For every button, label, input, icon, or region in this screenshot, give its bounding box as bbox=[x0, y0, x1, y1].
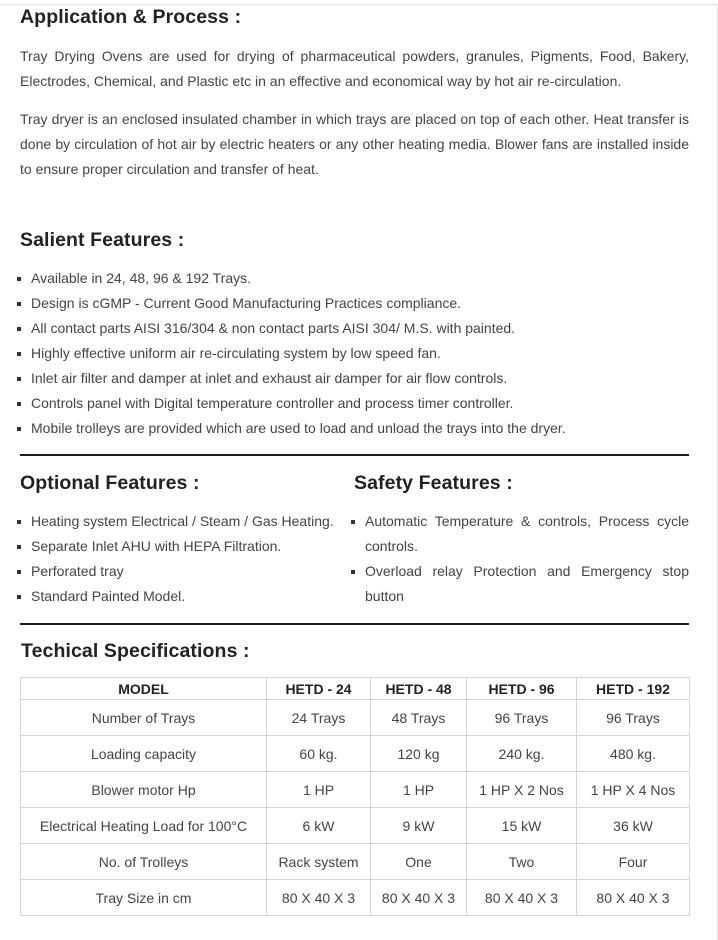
table-row bbox=[21, 844, 690, 880]
bullet-icon bbox=[17, 327, 21, 331]
table-cell: 80 X 40 X 3 bbox=[371, 880, 467, 916]
bullet-icon bbox=[17, 545, 21, 549]
safety-features-list bbox=[354, 509, 689, 609]
list-item: Standard Painted Model. bbox=[20, 584, 354, 609]
list-item: Separate Inlet AHU with HEPA Filtration. bbox=[20, 534, 354, 559]
table-row bbox=[21, 880, 690, 916]
table-row bbox=[21, 700, 690, 736]
main-content bbox=[20, 0, 689, 916]
table-cell: 80 X 40 X 3 bbox=[467, 880, 577, 916]
list-item: Available in 24, 48, 96 & 192 Trays. bbox=[20, 266, 689, 291]
table-cell: Loading capacity bbox=[21, 736, 267, 772]
column-header: HETD - 192 bbox=[577, 678, 690, 700]
table-cell: 48 Trays bbox=[371, 700, 467, 736]
table-cell: 60 kg. bbox=[267, 736, 371, 772]
bullet-icon bbox=[17, 302, 21, 306]
specs-heading: Techical Specifications : bbox=[21, 640, 250, 662]
list-item: Highly effective uniform air re-circulating system by low speed fan. bbox=[20, 341, 689, 366]
specifications-table bbox=[20, 677, 690, 916]
list-item: Perforated tray bbox=[20, 559, 354, 584]
safety-heading: Safety Features : bbox=[354, 472, 513, 494]
bullet-icon bbox=[17, 377, 21, 381]
table-cell: Two bbox=[467, 844, 577, 880]
list-item: Mobile trolleys are provided which are used to load and unload the trays into the dryer. bbox=[20, 416, 689, 441]
table-cell: 24 Trays bbox=[267, 700, 371, 736]
table-cell: Electrical Heating Load for 100°C bbox=[21, 808, 267, 844]
application-paragraph-1: Tray Drying Ovens are used for drying of pharmaceutical powders, granules, Pigments, Food, Bakery, Electrodes, Chemical, and Plastic etc in an effective and economical way by hot air re-circulation. bbox=[20, 48, 689, 89]
table-cell: 1 HP X 2 Nos bbox=[467, 772, 577, 808]
list-item: Heating system Electrical / Steam / Gas Heating. bbox=[20, 509, 354, 534]
optional-heading: Optional Features : bbox=[20, 472, 200, 494]
bullet-icon bbox=[17, 277, 21, 281]
section-divider bbox=[20, 623, 689, 625]
bullet-icon bbox=[17, 595, 21, 599]
section-divider bbox=[20, 454, 689, 456]
table-cell: 80 X 40 X 3 bbox=[267, 880, 371, 916]
bullet-icon bbox=[17, 570, 21, 574]
table-cell: No. of Trolleys bbox=[21, 844, 267, 880]
table-cell: 36 kW bbox=[577, 808, 690, 844]
table-cell: 240 kg. bbox=[467, 736, 577, 772]
table-cell: 96 Trays bbox=[467, 700, 577, 736]
table-cell: Blower motor Hp bbox=[21, 772, 267, 808]
bullet-icon bbox=[351, 520, 355, 524]
table-cell: Number of Trays bbox=[21, 700, 267, 736]
application-paragraph-2: Tray dryer is an enclosed insulated chamber in which trays are placed on top of each other. Heat transfer is done by circulation of hot air by electric heaters or any other heating media. Blower fans are installed inside to ensure proper circulation and transfer of heat. bbox=[20, 111, 689, 177]
table-row bbox=[21, 772, 690, 808]
salient-features-list bbox=[20, 266, 689, 441]
optional-features-list bbox=[20, 509, 354, 609]
table-cell: Rack system bbox=[267, 844, 371, 880]
bullet-icon bbox=[17, 427, 21, 431]
column-header: HETD - 96 bbox=[467, 678, 577, 700]
list-item: Overload relay Protection and Emergency stop button bbox=[354, 559, 689, 609]
table-cell: One bbox=[371, 844, 467, 880]
table-cell: 1 HP X 4 Nos bbox=[577, 772, 690, 808]
table-cell: 1 HP bbox=[371, 772, 467, 808]
list-item: Inlet air filter and damper at inlet and exhaust air damper for air flow controls. bbox=[20, 366, 689, 391]
bullet-icon bbox=[17, 352, 21, 356]
bullet-icon bbox=[351, 570, 355, 574]
features-columns bbox=[20, 472, 689, 609]
table-row bbox=[21, 736, 690, 772]
table-cell: 9 kW bbox=[371, 808, 467, 844]
table-cell: Four bbox=[577, 844, 690, 880]
salient-heading: Salient Features : bbox=[20, 229, 185, 251]
column-header: HETD - 24 bbox=[267, 678, 371, 700]
list-item: Design is cGMP - Current Good Manufacturing Practices compliance. bbox=[20, 291, 689, 316]
optional-features-column bbox=[20, 472, 354, 609]
table-cell: 6 kW bbox=[267, 808, 371, 844]
safety-features-column bbox=[354, 472, 689, 609]
table-cell: 480 kg. bbox=[577, 736, 690, 772]
table-cell: 96 Trays bbox=[577, 700, 690, 736]
list-item: All contact parts AISI 316/304 & non contact parts AISI 304/ M.S. with painted. bbox=[20, 316, 689, 341]
table-cell: 80 X 40 X 3 bbox=[577, 880, 690, 916]
application-heading: Application & Process : bbox=[20, 6, 242, 28]
table-cell: 1 HP bbox=[267, 772, 371, 808]
list-item: Controls panel with Digital temperature controller and process timer controller. bbox=[20, 391, 689, 416]
column-header: MODEL bbox=[21, 678, 267, 700]
table-cell: 15 kW bbox=[467, 808, 577, 844]
bullet-icon bbox=[17, 520, 21, 524]
table-header-row bbox=[21, 678, 690, 700]
table-cell: Tray Size in cm bbox=[21, 880, 267, 916]
table-cell: 120 kg bbox=[371, 736, 467, 772]
list-item: Automatic Temperature & controls, Process cycle controls. bbox=[354, 509, 689, 559]
bullet-icon bbox=[17, 402, 21, 406]
table-row bbox=[21, 808, 690, 844]
column-header: HETD - 48 bbox=[371, 678, 467, 700]
